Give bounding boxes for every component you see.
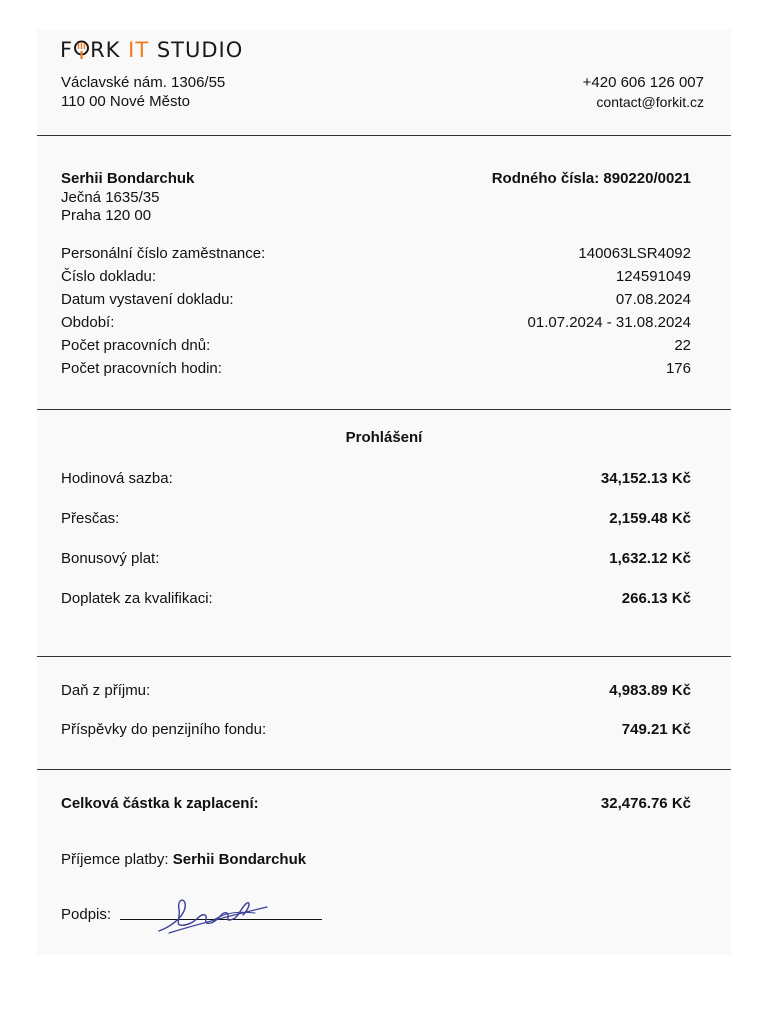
divider bbox=[37, 656, 731, 657]
divider bbox=[37, 409, 731, 410]
detail-label: Počet pracovních dnů: bbox=[61, 337, 211, 354]
section-title: Prohlášení bbox=[345, 429, 423, 446]
earning-value: 266.13 Kč bbox=[621, 590, 691, 607]
deduction-value: 4,983.89 Kč bbox=[609, 682, 691, 699]
detail-value: 176 bbox=[665, 360, 691, 377]
detail-label: Datum vystavení dokladu: bbox=[61, 291, 234, 308]
logo-text: RK bbox=[90, 38, 129, 62]
earning-label: Bonusový plat: bbox=[61, 550, 160, 567]
logo-fork-o-icon bbox=[73, 38, 90, 62]
recipient-label: Příjemce platby: bbox=[61, 851, 169, 868]
company-phone: +420 606 126 007 bbox=[582, 74, 704, 91]
total-label: Celková částka k zaplacení: bbox=[61, 795, 259, 812]
earning-label: Přesčas: bbox=[61, 510, 120, 527]
signature-label: Podpis: bbox=[61, 906, 112, 923]
logo-text: F bbox=[60, 38, 74, 62]
employee-city: Praha 120 00 bbox=[61, 207, 152, 224]
company-email: contact@forkit.cz bbox=[596, 94, 704, 110]
company-address-line2: 110 00 Nové Město bbox=[61, 93, 190, 110]
company-logo bbox=[60, 38, 243, 62]
earning-label: Doplatek za kvalifikaci: bbox=[61, 590, 213, 607]
company-address-line1: Václavské nám. 1306/55 bbox=[61, 74, 226, 91]
detail-value: 07.08.2024 bbox=[615, 291, 691, 308]
detail-label: Personální číslo zaměstnance: bbox=[61, 245, 266, 262]
deduction-label: Příspěvky do penzijního fondu: bbox=[61, 721, 267, 738]
earning-label: Hodinová sazba: bbox=[61, 470, 173, 487]
total-value: 32,476.76 Kč bbox=[600, 795, 691, 812]
detail-label: Počet pracovních hodin: bbox=[61, 360, 222, 377]
signature-scribble-icon bbox=[155, 895, 275, 937]
employee-name: Serhii Bondarchuk bbox=[61, 170, 195, 187]
recipient-name: Serhii Bondarchuk bbox=[172, 851, 307, 868]
employee-street: Ječná 1635/35 bbox=[61, 189, 160, 206]
detail-value: 140063LSR4092 bbox=[578, 245, 691, 262]
employee-birth-number: Rodného čísla: 890220/0021 bbox=[491, 170, 691, 187]
payslip-sheet bbox=[37, 30, 731, 955]
detail-value: 22 bbox=[674, 337, 691, 354]
recipient-line bbox=[61, 851, 306, 869]
earning-value: 34,152.13 Kč bbox=[600, 470, 691, 487]
detail-value: 124591049 bbox=[615, 268, 691, 285]
earning-value: 1,632.12 Kč bbox=[609, 550, 691, 567]
detail-value: 01.07.2024 - 31.08.2024 bbox=[527, 314, 691, 331]
deduction-label: Daň z příjmu: bbox=[61, 682, 151, 699]
divider bbox=[37, 135, 731, 136]
detail-label: Číslo dokladu: bbox=[61, 268, 157, 285]
earning-value: 2,159.48 Kč bbox=[609, 510, 691, 527]
logo-accent-text: IT bbox=[128, 38, 150, 62]
divider bbox=[37, 769, 731, 770]
logo-text: STUDIO bbox=[149, 38, 244, 62]
deduction-value: 749.21 Kč bbox=[621, 721, 691, 738]
detail-label: Období: bbox=[61, 314, 115, 331]
